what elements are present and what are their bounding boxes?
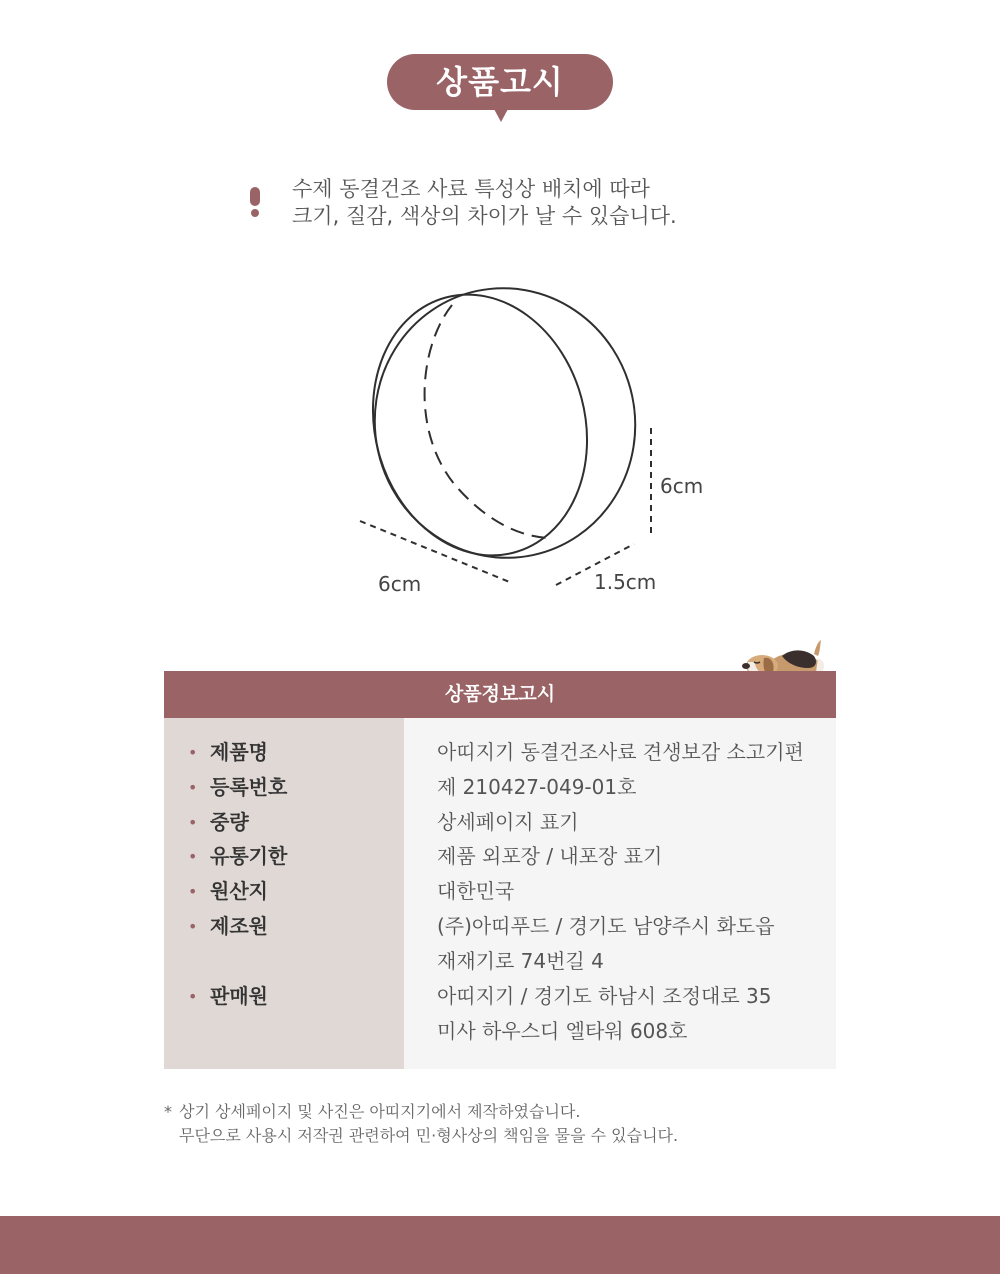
bullet-dot: • [188, 987, 198, 1006]
info-value: 아띠지기 / 경기도 하남시 조정대로 35 [437, 984, 772, 1008]
exclamation-icon [250, 187, 260, 219]
info-value: (주)아띠푸드 / 경기도 남양주시 화도읍 [437, 914, 775, 938]
footnote-line-1: 상기 상세페이지 및 사진은 아띠지기에서 제작하였습니다. [179, 1102, 581, 1121]
info-row-manufacturer-cont [164, 944, 836, 979]
product-info-table [164, 718, 836, 1069]
info-label: 등록번호 [210, 775, 288, 799]
bullet-dot: • [188, 917, 198, 936]
disc-back-edge [344, 270, 615, 579]
disc-hidden-edge [425, 305, 552, 538]
info-row-seller [164, 979, 836, 1014]
info-value: 미사 하우스디 엘타워 608호 [437, 1019, 688, 1043]
bullet-dot: • [188, 847, 198, 866]
bullet-dot: • [188, 882, 198, 901]
width-label: 6cm [378, 572, 422, 596]
section-title-badge: 상품고시 [387, 54, 613, 110]
info-label: 제조원 [210, 914, 268, 938]
notice-line-1: 수제 동결건조 사료 특성상 배치에 따라 [292, 177, 650, 201]
info-label: 중량 [210, 810, 249, 834]
notice-line-2: 크기, 질감, 색상의 차이가 날 수 있습니다. [292, 204, 677, 228]
info-row-seller-cont [164, 1014, 836, 1049]
info-label: 원산지 [210, 879, 268, 903]
disc-front-edge [350, 270, 660, 582]
badge-pointer [494, 109, 508, 122]
info-value: 제품 외포장 / 내포장 표기 [437, 844, 663, 868]
info-value: 제 210427-049-01호 [437, 775, 637, 799]
product-info-header: 상품정보고시 [164, 671, 836, 718]
info-label: 판매원 [210, 984, 268, 1008]
info-row-manufacturer [164, 909, 836, 944]
info-label: 제품명 [210, 740, 268, 764]
footnote-asterisk: * [164, 1102, 172, 1121]
info-value: 아띠지기 동결건조사료 견생보감 소고기편 [437, 740, 804, 764]
depth-label: 1.5cm [594, 570, 657, 594]
info-row-registration [164, 770, 836, 805]
footer-bar [0, 1216, 1000, 1274]
size-diagram [340, 270, 740, 610]
info-value: 재재기로 74번길 4 [437, 949, 604, 973]
bullet-dot: • [188, 743, 198, 762]
info-row-expiry [164, 839, 836, 874]
info-row-origin [164, 874, 836, 909]
notice-text [292, 176, 677, 230]
info-label: 유통기한 [210, 844, 288, 868]
info-row-product-name [164, 735, 836, 770]
bullet-dot: • [188, 813, 198, 832]
info-row-weight [164, 805, 836, 840]
bullet-dot: • [188, 778, 198, 797]
footnote-line-2: 무단으로 사용시 저작권 관련하여 민·형사상의 책임을 물을 수 있습니다. [179, 1126, 679, 1145]
info-value: 상세페이지 표기 [437, 810, 579, 834]
info-value: 대한민국 [437, 879, 515, 903]
height-label: 6cm [660, 474, 704, 498]
